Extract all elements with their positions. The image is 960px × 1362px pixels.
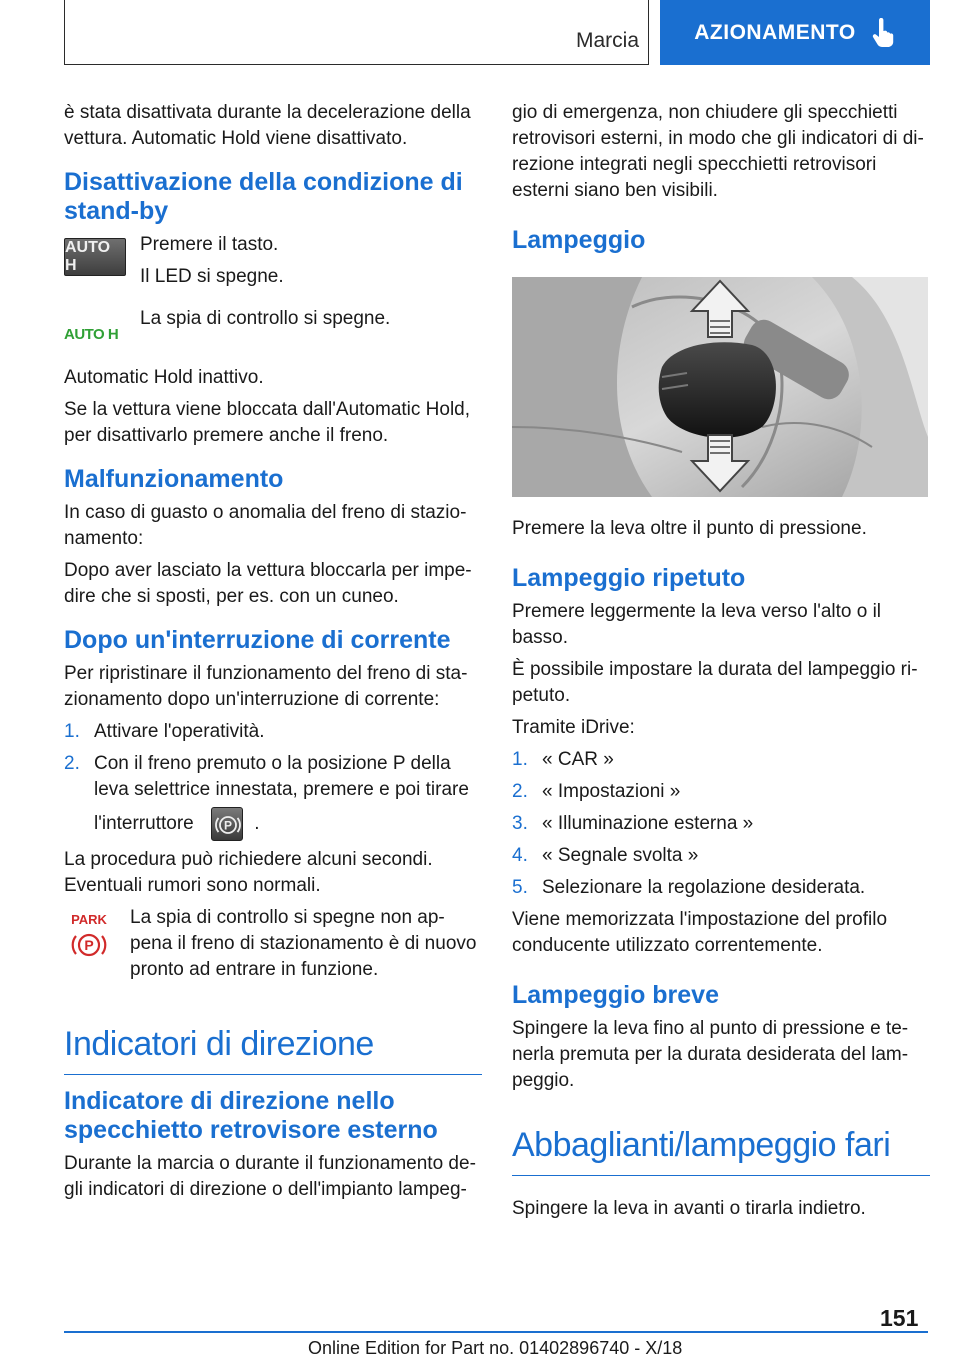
- heading-indicators: Indicatori di direzione: [64, 1023, 482, 1075]
- left-column: [64, 100, 482, 1209]
- power-steps-list: [64, 719, 482, 841]
- svg-text:P: P: [224, 818, 233, 833]
- heading-short-flash: Lampeggio breve: [512, 981, 719, 1009]
- idrive-steps-list: [512, 747, 930, 901]
- repeat-text-2: È possibile impostare la durata del lampeggio ri-petuto.: [512, 659, 918, 706]
- heading-flash: Lampeggio: [512, 226, 646, 254]
- chapter-title: Marcia: [576, 29, 640, 52]
- press-button-text: Premere il tasto.: [140, 234, 279, 255]
- right-column: [512, 100, 930, 1228]
- svg-text:PARK: PARK: [71, 911, 107, 927]
- repeat-text-3: Tramite iDrive:: [512, 717, 635, 738]
- autoh-lamp-row: [64, 306, 482, 343]
- park-lamp-text: La spia di controllo si spegne non ap-pena il freno di stazionamento è di nuovo pronto ad entrare in funzione.: [130, 906, 477, 980]
- malfunction-text-1: In caso di guasto o anomalia del freno di stazio-namento:: [64, 502, 467, 549]
- section-tab: [660, 0, 930, 65]
- flash-text: Premere la leva oltre il punto di pressione.: [512, 518, 867, 539]
- autoh-button-row: [64, 232, 482, 296]
- repeat-text-1: Premere leggermente la leva verso l'alto o il basso.: [512, 601, 882, 648]
- list-item: 5. Selezionare la regolazione desiderata.: [512, 877, 866, 898]
- footer-edition: Online Edition for Part no. 01402896740 - X/18: [308, 1338, 683, 1358]
- heading-high-beam: Abbaglianti/lampeggio fari: [512, 1124, 930, 1176]
- list-item: 3. « Illuminazione esterna »: [512, 813, 754, 834]
- profile-saved-text: Viene memorizzata l'impostazione del profilo conducente utilizzato correntemente.: [512, 909, 888, 956]
- autoh-indicator-lamp-icon: AUTO H: [64, 326, 119, 343]
- list-item: 1. Attivare l'operatività.: [64, 721, 265, 742]
- list-item: 4. « Segnale svolta »: [512, 845, 699, 866]
- procedure-text: La procedura può richiedere alcuni secondi. Eventuali rumori sono normali.: [64, 848, 433, 896]
- heading-malfunction: Malfunzionamento: [64, 465, 284, 493]
- heading-repeat-flash: Lampeggio ripetuto: [512, 564, 746, 592]
- power-intro-text: Per ripristinare il funzionamento del freno di sta-zionamento dopo un'interruzione di corrente:: [64, 663, 468, 710]
- park-brake-warning-lamp-icon: [64, 911, 114, 963]
- list-item: 1. « CAR »: [512, 749, 614, 770]
- lamp-off-text: La spia di controllo si spegne.: [140, 308, 391, 329]
- intro-text: è stata disattivata durante la decelerazione della vettura. Automatic Hold viene disattivato.: [64, 102, 471, 149]
- list-item: 2. Con il freno premuto o la posizione P della leva selettrice innestata, premere e poi tirare l'interruttore P .: [64, 751, 482, 841]
- hand-pointer-icon: [870, 18, 896, 48]
- turn-signal-lever-photo: [512, 277, 928, 497]
- short-flash-text: Spingere la leva fino al punto di pressione e te-nerla premuta per la durata desiderata del lam-peggio.: [512, 1018, 909, 1091]
- autoh-button-icon: AUTO H: [64, 238, 126, 276]
- malfunction-text-2: Dopo aver lasciato la vettura bloccarla per impe-dire che si sposti, per es. con un cuneo.: [64, 560, 472, 607]
- heading-standby: Disattivazione della condizione di stand-by: [64, 168, 463, 225]
- list-item: 2. « Impostazioni »: [512, 781, 681, 802]
- section-title: AZIONAMENTO: [694, 20, 856, 44]
- led-off-text: Il LED si spegne.: [140, 266, 284, 287]
- svg-text:P: P: [84, 936, 94, 953]
- page-number: 151: [880, 1305, 919, 1331]
- high-beam-text: Spingere la leva in avanti o tirarla indietro.: [512, 1198, 866, 1219]
- footer-divider: [64, 1331, 928, 1333]
- heading-power-interruption: Dopo un'interruzione di corrente: [64, 626, 451, 654]
- heading-mirror-indicator: Indicatore di direzione nello specchietto retrovisore esterno: [64, 1086, 438, 1144]
- mirror-text: Durante la marcia o durante il funzionamento de-gli indicatori di direzione o dell'impianto lampeg-: [64, 1152, 476, 1200]
- park-lamp-row: [64, 905, 482, 989]
- hold-brake-text: Se la vettura viene bloccata dall'Automatic Hold, per disattivarlo premere anche il freno.: [64, 399, 471, 446]
- hold-inactive-text: Automatic Hold inattivo.: [64, 367, 264, 388]
- header-frame: [64, 0, 649, 65]
- mirror-text-continued: gio di emergenza, non chiudere gli specchietti retrovisori esterni, in modo che gli indicatori di di-rezione integrati negli specchietti retrovisori esterni siano ben visibili.: [512, 102, 924, 201]
- parking-brake-switch-icon: [211, 807, 243, 841]
